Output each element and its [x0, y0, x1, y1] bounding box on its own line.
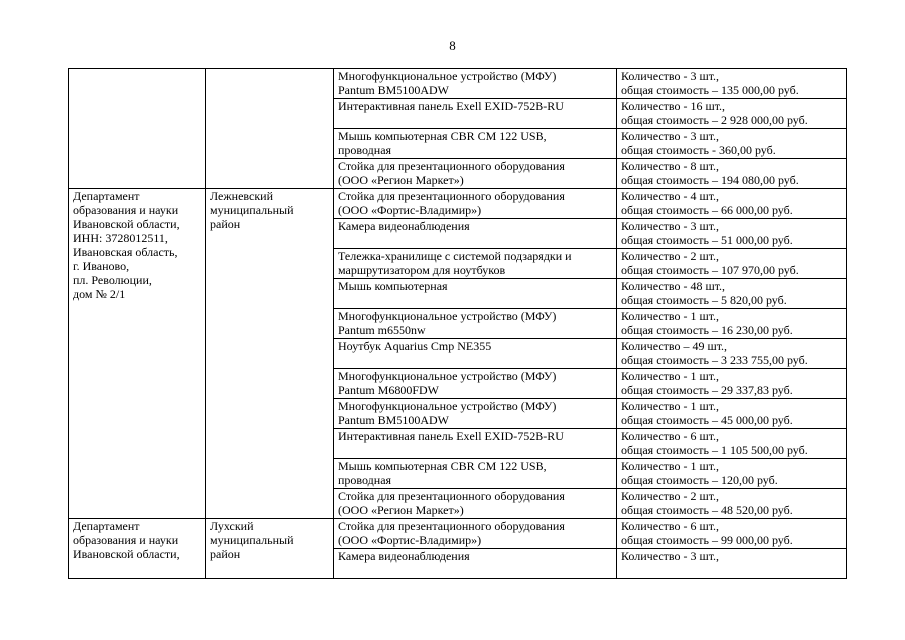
equipment-line: Многофункциональное устройство (МФУ) [338, 399, 557, 413]
district-line: район [210, 547, 241, 561]
cost-text: общая стоимость – 45 000,00 руб. [621, 413, 793, 427]
department-line: образования и науки [73, 203, 179, 217]
department-cell [69, 519, 206, 579]
cost-text: общая стоимость – 107 970,00 руб. [621, 263, 799, 277]
quantity-text: Количество - 3 шт., [621, 219, 720, 233]
cost-text: общая стоимость – 120,00 руб. [621, 473, 778, 487]
equipment-table [68, 68, 847, 579]
equipment-cell [334, 279, 617, 309]
district-line: Лежневский [210, 189, 274, 203]
quantity-text: Количество - 8 шт., [621, 159, 720, 173]
equipment-line: Многофункциональное устройство (МФУ) [338, 369, 557, 383]
department-cell [69, 69, 206, 189]
equipment-cell [334, 549, 617, 579]
quantity-text: Количество - 6 шт., [621, 519, 720, 533]
quantity-cell [617, 219, 847, 249]
quantity-cell [617, 99, 847, 129]
equipment-line: (ООО «Регион Маркет») [338, 173, 464, 187]
equipment-line: Интерактивная панель Exell EXID-752B-RU [338, 99, 564, 113]
quantity-text: Количество - 1 шт., [621, 399, 720, 413]
cost-text: общая стоимость – 51 000,00 руб. [621, 233, 793, 247]
cost-text: общая стоимость – 99 000,00 руб. [621, 533, 793, 547]
quantity-cell [617, 69, 847, 99]
equipment-cell [334, 459, 617, 489]
quantity-text: Количество - 1 шт., [621, 309, 720, 323]
table-row [69, 189, 847, 219]
equipment-cell [334, 219, 617, 249]
quantity-cell [617, 429, 847, 459]
quantity-cell [617, 309, 847, 339]
equipment-cell [334, 159, 617, 189]
quantity-cell [617, 489, 847, 519]
equipment-line: Многофункциональное устройство (МФУ) [338, 309, 557, 323]
equipment-line: Стойка для презентационного оборудования [338, 189, 565, 203]
equipment-line: Стойка для презентационного оборудования [338, 159, 565, 173]
equipment-line: (ООО «Фортис-Владимир») [338, 533, 482, 547]
cost-text: общая стоимость – 16 230,00 руб. [621, 323, 793, 337]
table-row [69, 69, 847, 99]
equipment-line: (ООО «Фортис-Владимир») [338, 203, 482, 217]
cost-text: общая стоимость – 48 520,00 руб. [621, 503, 793, 517]
quantity-cell [617, 399, 847, 429]
quantity-text: Количество - 48 шт., [621, 279, 726, 293]
quantity-cell [617, 369, 847, 399]
quantity-text: Количество – 49 шт., [621, 339, 728, 353]
cost-text: общая стоимость – 3 233 755,00 руб. [621, 353, 808, 367]
quantity-text: Количество - 6 шт., [621, 429, 720, 443]
cost-text: общая стоимость – 66 000,00 руб. [621, 203, 793, 217]
quantity-text: Количество - 1 шт., [621, 459, 720, 473]
equipment-line: Многофункциональное устройство (МФУ) [338, 69, 557, 83]
quantity-text: Количество - 3 шт., [621, 549, 720, 563]
quantity-cell [617, 519, 847, 549]
equipment-line: Мышь компьютерная CBR CM 122 USB, [338, 459, 547, 473]
quantity-text: Количество - 3 шт., [621, 129, 720, 143]
district-cell [206, 519, 334, 579]
equipment-cell [334, 129, 617, 159]
district-line: Лухский [210, 519, 254, 533]
cost-text: общая стоимость – 135 000,00 руб. [621, 83, 799, 97]
equipment-line: проводная [338, 143, 392, 157]
equipment-line: Мышь компьютерная CBR CM 122 USB, [338, 129, 547, 143]
equipment-cell [334, 489, 617, 519]
equipment-line: Интерактивная панель Exell EXID-752B-RU [338, 429, 564, 443]
quantity-text: Количество - 2 шт., [621, 249, 720, 263]
quantity-cell [617, 159, 847, 189]
cost-text: общая стоимость - 360,00 руб. [621, 143, 776, 157]
cost-text: общая стоимость – 1 105 500,00 руб. [621, 443, 808, 457]
equipment-cell [334, 519, 617, 549]
table-body [69, 69, 847, 579]
department-cell [69, 189, 206, 519]
cost-text: общая стоимость – 194 080,00 руб. [621, 173, 799, 187]
department-line: дом № 2/1 [73, 287, 126, 301]
equipment-line: Камера видеонаблюдения [338, 549, 470, 563]
equipment-line: Стойка для презентационного оборудования [338, 489, 565, 503]
equipment-cell [334, 309, 617, 339]
department-line: ИНН: 3728012511, [73, 231, 168, 245]
department-line: пл. Революции, [73, 273, 152, 287]
department-line: Департамент [73, 519, 140, 533]
district-cell [206, 189, 334, 519]
equipment-line: Камера видеонаблюдения [338, 219, 470, 233]
department-line: Ивановской области, [73, 547, 180, 561]
quantity-cell [617, 129, 847, 159]
district-line: муниципальный [210, 203, 294, 217]
quantity-cell [617, 339, 847, 369]
equipment-cell [334, 249, 617, 279]
district-line: район [210, 217, 241, 231]
department-line: образования и науки [73, 533, 179, 547]
equipment-cell [334, 339, 617, 369]
district-line: муниципальный [210, 533, 294, 547]
equipment-line: Ноутбук Aquarius Cmp NE355 [338, 339, 492, 353]
equipment-line: Pantum m6550nw [338, 323, 426, 337]
table-row [69, 519, 847, 549]
quantity-text: Количество - 2 шт., [621, 489, 720, 503]
department-line: Ивановской области, [73, 217, 180, 231]
quantity-text: Количество - 16 шт., [621, 99, 726, 113]
quantity-text: Количество - 4 шт., [621, 189, 720, 203]
equipment-cell [334, 69, 617, 99]
equipment-line: Мышь компьютерная [338, 279, 448, 293]
equipment-line: Pantum BM5100ADW [338, 83, 449, 97]
district-cell [206, 69, 334, 189]
cost-text: общая стоимость – 2 928 000,00 руб. [621, 113, 808, 127]
equipment-line: маршрутизатором для ноутбуков [338, 263, 506, 277]
quantity-cell [617, 279, 847, 309]
equipment-line: Тележка-хранилище с системой подзарядки и [338, 249, 572, 263]
department-line: Департамент [73, 189, 140, 203]
department-line: Ивановская область, [73, 245, 178, 259]
quantity-text: Количество - 1 шт., [621, 369, 720, 383]
department-line: г. Иваново, [73, 259, 130, 273]
page-number: 8 [449, 38, 456, 53]
quantity-cell [617, 249, 847, 279]
cost-text: общая стоимость – 5 820,00 руб. [621, 293, 787, 307]
equipment-cell [334, 189, 617, 219]
equipment-line: проводная [338, 473, 392, 487]
quantity-cell [617, 549, 847, 579]
equipment-line: Стойка для презентационного оборудования [338, 519, 565, 533]
quantity-cell [617, 189, 847, 219]
equipment-line: Pantum BM5100ADW [338, 413, 449, 427]
equipment-cell [334, 429, 617, 459]
equipment-line: (ООО «Регион Маркет») [338, 503, 464, 517]
equipment-cell [334, 99, 617, 129]
quantity-text: Количество - 3 шт., [621, 69, 720, 83]
equipment-line: Pantum M6800FDW [338, 383, 440, 397]
equipment-cell [334, 399, 617, 429]
cost-text: общая стоимость – 29 337,83 руб. [621, 383, 793, 397]
equipment-cell [334, 369, 617, 399]
quantity-cell [617, 459, 847, 489]
